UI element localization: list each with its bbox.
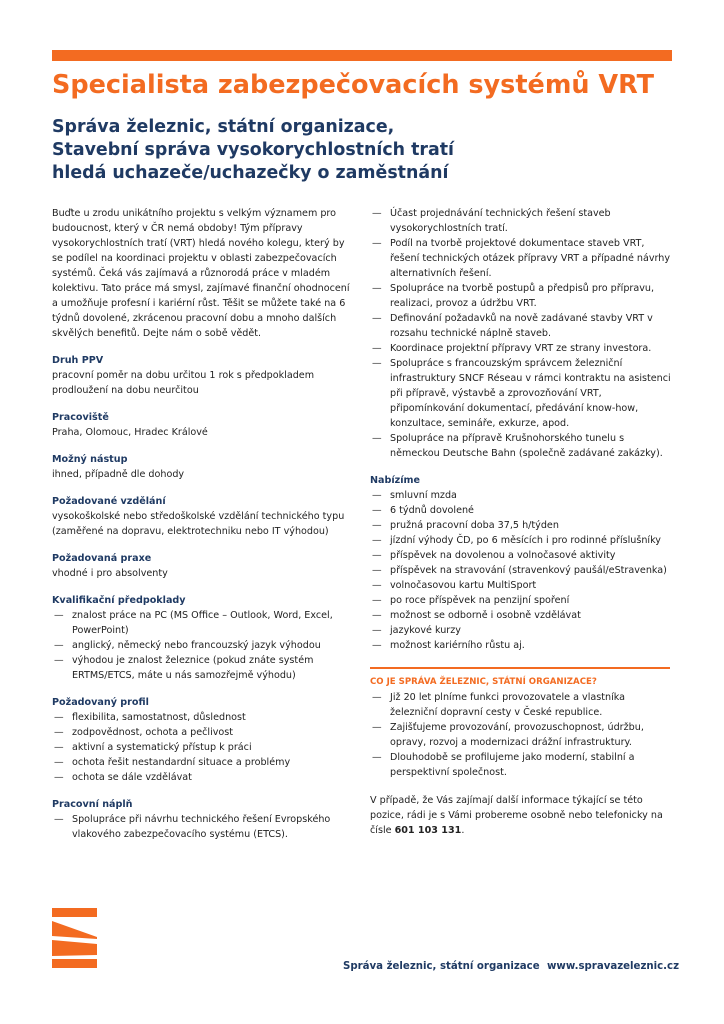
list-item: — Spolupráce s francouzským správcem železniční infrastruktury SNCF Réseau v rámci kontraktu na asistenci při přípravě, výstavbě a zprovozňování VRT, připomínkování dokumentací, předávání know-how, konzultace, semináře, exkurze, apod.	[370, 356, 675, 431]
section-title: Požadované vzdělání	[52, 496, 166, 507]
subtitle-block	[52, 116, 672, 185]
list-item: — flexibilita, samostatnost, důslednost	[52, 710, 352, 725]
list-item: — Dlouhodobě se profilujeme jako moderní, stabilní a perspektivní společnost.	[370, 750, 675, 780]
section-title: Pracovní náplň	[52, 799, 133, 810]
profil-list	[52, 710, 352, 785]
footer-website-link[interactable]: www.spravazeleznic.cz	[547, 961, 680, 972]
list-item: — jízdní výhody ČD, po 6 měsících i pro rodinné příslušníky	[370, 533, 675, 548]
section-title: Požadovaný profil	[52, 697, 149, 708]
list-item: — anglický, německý nebo francouzský jazyk výhodou	[52, 638, 352, 653]
about-divider	[370, 667, 670, 669]
kvalifikace-list	[52, 608, 352, 683]
list-item: — Spolupráce na tvorbě postupů a předpisů pro přípravu, realizaci, provoz a údržbu VRT.	[370, 281, 675, 311]
list-item: — Již 20 let plníme funkci provozovatele a vlastníka železniční dopravní cesty v České republice.	[370, 690, 675, 720]
list-item: — ochota řešit nestandardní situace a problémy	[52, 755, 352, 770]
page-title: Specialista zabezpečovacích systémů VRT	[52, 70, 655, 100]
list-item: — příspěvek na dovolenou a volnočasové aktivity	[370, 548, 675, 563]
list-item: — Koordinace projektní přípravy VRT ze strany investora.	[370, 341, 675, 356]
section-pracoviste	[52, 410, 352, 440]
subtitle-line: hledá uchazeče/uchazečky o zaměstnání	[52, 163, 449, 183]
section-profil	[52, 695, 352, 785]
contact-sentence: V případě, že Vás zajímají další informace týkající se této pozice, rádi je s Vámi probereme osobně nebo telefonicky na čísle	[370, 795, 663, 836]
list-item: — Spolupráce na přípravě Krušnohorského tunelu s německou Deutsche Bahn (společně zadávané zakázky).	[370, 431, 675, 461]
list-item: — aktivní a systematický přístup k práci	[52, 740, 352, 755]
list-item: — možnost kariérního růstu aj.	[370, 638, 675, 653]
napln-list-right	[370, 206, 675, 461]
left-column	[52, 206, 352, 854]
section-vzdelani	[52, 494, 352, 539]
list-item: — 6 týdnů dovolené	[370, 503, 675, 518]
right-column	[370, 206, 675, 848]
section-druh-ppv	[52, 353, 352, 398]
logo-diagonal-lower	[52, 940, 97, 956]
list-item: — jazykové kurzy	[370, 623, 675, 638]
section-nabizime	[370, 473, 675, 653]
list-item: — znalost práce na PC (MS Office – Outlook, Word, Excel, PowerPoint)	[52, 608, 352, 638]
top-accent-bar	[52, 50, 672, 61]
contact-text	[370, 793, 675, 838]
section-kvalifikace	[52, 593, 352, 683]
list-item: — Definování požadavků na nově zadávané stavby VRT v rozsahu technické náplně staveb.	[370, 311, 675, 341]
list-item: — možnost se odborně i osobně vzdělávat	[370, 608, 675, 623]
subtitle-line: Správa železnic, státní organizace,	[52, 117, 395, 137]
list-item: — po roce příspěvek na penzijní spoření	[370, 593, 675, 608]
napln-list-left	[52, 812, 352, 842]
section-text: vysokoškolské nebo středoškolské vzdělání technického typu (zaměřené na dopravu, elektrotechniku nebo IT výhodou)	[52, 511, 345, 537]
list-item: — Účast projednávání technických řešení staveb vysokorychlostních tratí.	[370, 206, 675, 236]
contact-end: .	[461, 825, 465, 836]
list-item: — Podíl na tvorbě projektové dokumentace staveb VRT, řešení technických otázek přípravy VRT a případné návrhy alternativních řešení.	[370, 236, 675, 281]
section-title: Nabízíme	[370, 475, 421, 486]
about-list	[370, 690, 675, 780]
list-item: — příspěvek na stravování (stravenkový paušál/eStravenka)	[370, 563, 675, 578]
section-text: ihned, případně dle dohody	[52, 469, 185, 480]
list-item: — smluvní mzda	[370, 488, 675, 503]
about-title: CO JE SPRÁVA ŽELEZNIC, STÁTNÍ ORGANIZACE?	[370, 677, 597, 687]
section-napln	[52, 797, 352, 842]
list-item: — pružná pracovní doba 37,5 h/týden	[370, 518, 675, 533]
footer-organization: Správa železnic, státní organizace	[343, 961, 540, 972]
list-item: — Zajišťujeme provozování, provozuschopnost, údržbu, opravy, rozvoj a modernizaci drážní infrastruktury.	[370, 720, 675, 750]
section-nastup	[52, 452, 352, 482]
list-item: — ochota se dále vzdělávat	[52, 770, 352, 785]
logo-bar-top	[52, 908, 97, 917]
section-title: Druh PPV	[52, 355, 104, 366]
nabizime-list	[370, 488, 675, 653]
section-text: vhodné i pro absolventy	[52, 568, 168, 579]
list-item: — Spolupráce při návrhu technického řešení Evropského vlakového zabezpečovacího systému (ETCS).	[52, 812, 352, 842]
logo-bar-bottom	[52, 959, 97, 968]
section-title: Kvalifikační předpoklady	[52, 595, 186, 606]
list-item: — volnočasovou kartu MultiSport	[370, 578, 675, 593]
list-item: — zodpovědnost, ochota a pečlivost	[52, 725, 352, 740]
sz-logo-icon	[52, 908, 97, 968]
logo-diagonal-upper	[52, 921, 97, 939]
section-title: Možný nástup	[52, 454, 128, 465]
section-title: Požadovaná praxe	[52, 553, 152, 564]
section-text: Praha, Olomouc, Hradec Králové	[52, 427, 208, 438]
section-title: Pracoviště	[52, 412, 109, 423]
subtitle-line: Stavební správa vysokorychlostních tratí	[52, 140, 454, 160]
contact-phone[interactable]: 601 103 131	[394, 825, 462, 836]
section-text: pracovní poměr na dobu určitou 1 rok s předpokladem prodloužení na dobu neurčitou	[52, 370, 315, 396]
section-praxe	[52, 551, 352, 581]
list-item: — výhodou je znalost železnice (pokud znáte systém ERTMS/ETCS, máte u nás samozřejmě výhodu)	[52, 653, 352, 683]
intro-text: Buďte u zrodu unikátního projektu s velkým významem pro budoucnost, který v ČR nemá obdoby! Tým přípravy vysokorychlostních tratí (VRT) hledá nového kolegu, který by se podílel na koordinaci projektu v oblasti zabezpečovacích systémů. Čeká vás zajímavá a různorodá práce v mladém kolektivu. Tato práce má smysl, zajímavé finanční ohodnocení a umožňuje profesní i kariérní růst. Těšit se můžete také na 6 týdnů dovolené, zkrácenou pracovní dobu a mnoho dalších skvělých benefitů. Dejte nám o sobě vědět.	[52, 208, 350, 339]
